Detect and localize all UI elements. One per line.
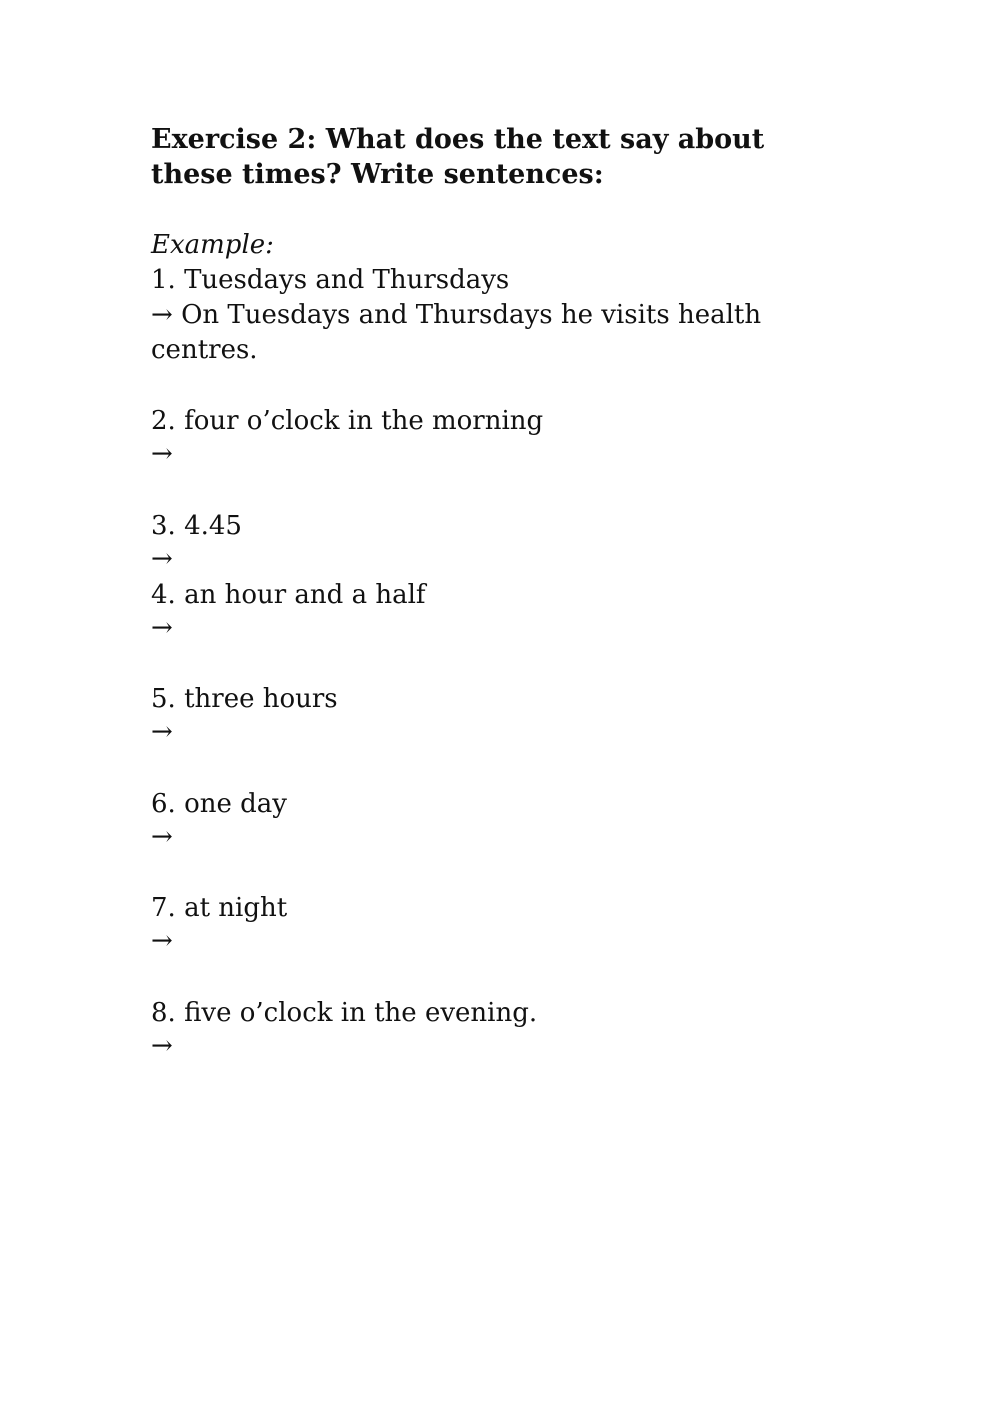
arrow-icon: → xyxy=(151,1031,173,1061)
item-prompt: 4. an hour and a half xyxy=(151,580,426,610)
arrow-icon: → xyxy=(151,717,173,747)
example-answer-text: On Tuesdays and Thursdays he visits health xyxy=(181,300,762,330)
arrow-icon: → xyxy=(151,613,173,643)
arrow-icon: → xyxy=(151,439,173,469)
arrow-icon: → xyxy=(151,822,173,852)
example-prompt: 1. Tuesdays and Thursdays xyxy=(151,265,510,295)
item-prompt: 7. at night xyxy=(151,893,288,923)
arrow-icon: → xyxy=(151,544,173,574)
item-prompt: 3. 4.45 xyxy=(151,511,242,541)
arrow-icon: → xyxy=(151,300,173,330)
arrow-icon: → xyxy=(151,926,173,956)
item-prompt: 5. three hours xyxy=(151,684,338,714)
example-label: Example: xyxy=(151,230,274,260)
item-prompt: 6. one day xyxy=(151,789,287,819)
exercise-title: Exercise 2: What does the text say about these times? Write sentences: xyxy=(151,124,765,190)
example-answer-cont: centres. xyxy=(151,335,258,365)
item-prompt: 2. four o’clock in the morning xyxy=(151,406,544,436)
example-answer xyxy=(151,298,761,333)
item-prompt: 8. five o’clock in the evening. xyxy=(151,998,538,1028)
